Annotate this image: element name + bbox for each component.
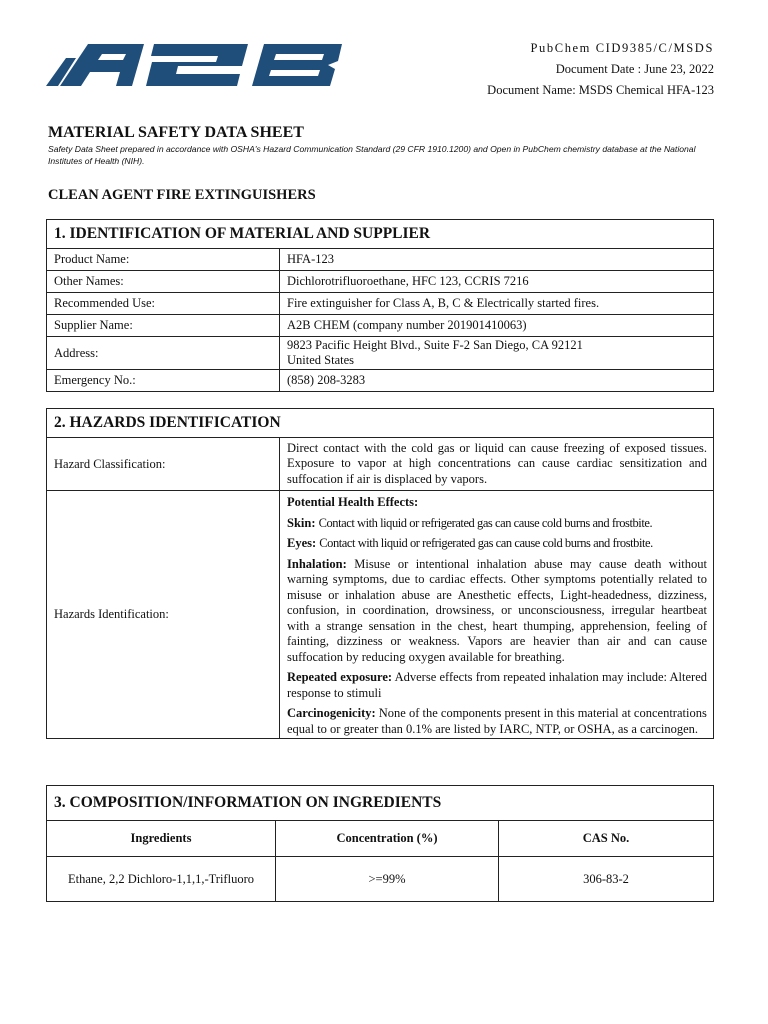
row-value: Dichlorotrifluoroethane, HFC 123, CCRIS 7216 [280,271,714,293]
category-heading: CLEAN AGENT FIRE EXTINGUISHERS [48,187,316,203]
skin-text: Contact with liquid or refrigerated gas can cause cold burns and frostbite. [318,515,653,530]
row-value: A2B CHEM (company number 201901410063) [280,315,714,337]
column-header-ingredients: Ingredients [47,821,276,857]
section-composition [46,785,714,902]
row-value: (858) 208-3283 [280,370,714,392]
section-heading: 1. IDENTIFICATION OF MATERIAL AND SUPPLIER [47,220,714,249]
section-heading: 3. COMPOSITION/INFORMATION ON INGREDIENTS [47,786,714,821]
a2b-logo [46,44,344,86]
row-label: Hazard Classification: [47,438,280,491]
address-line-2: United States [287,353,355,367]
ingredient-concentration: >=99% [276,857,499,902]
table-row [47,370,714,392]
skin-label: Skin: [287,515,316,530]
row-value: Direct contact with the cold gas or liquid can cause freezing of exposed tissues. Exposure to vapor at high concentrations can cause cardiac sensitization and suffocation if air is displaced by vapors. [280,438,714,491]
inhalation-text: Misuse or intentional inhalation abuse may cause death without warning symptoms, due to cardiac effects. Other symptoms potentially related to misuse or inhalation abuse are Anesthetic effects, Light-headedness, dizziness, confusion, in coordination, drowsiness, or unconsciousness, irregular heartbeat with a strange sensation in the chest, heart thumping, apprehension, feeling of fainting, dizziness or weakness. Vapors are heavier than air and can cause suffocation by reducing oxygen available for breathing. [287,556,708,664]
row-label: Other Names: [47,271,280,293]
page-title: MATERIAL SAFETY DATA SHEET [48,124,304,141]
table-row [47,315,714,337]
table-row [47,293,714,315]
row-value [280,491,714,739]
column-header-cas: CAS No. [499,821,714,857]
row-value [280,337,714,370]
section-heading: 2. HAZARDS IDENTIFICATION [47,409,714,438]
row-label: Hazards Identification: [47,491,280,739]
section-identification [46,219,714,392]
repeated-text: Adverse effects from repeated inhalation may include: Altered response to stimuli [287,670,707,700]
address-line-1: 9823 Pacific Height Blvd., Suite F-2 San Diego, CA 92121 [287,338,583,352]
table-row [47,438,714,491]
row-label: Supplier Name: [47,315,280,337]
document-date: Document Date : June 23, 2022 [555,62,714,76]
row-label: Emergency No.: [47,370,280,392]
document-name: Document Name: MSDS Chemical HFA-123 [487,83,714,97]
row-value: HFA-123 [280,249,714,271]
row-value: Fire extinguisher for Class A, B, C & Electrically started fires. [280,293,714,315]
inhalation-label: Inhalation: [287,556,347,571]
table-row [47,491,714,739]
carcinogenicity-label: Carcinogenicity: [287,706,376,720]
table-header-row [47,821,714,857]
column-header-concentration: Concentration (%) [276,821,499,857]
table-row [47,857,714,902]
table-row [47,249,714,271]
eyes-label: Eyes: [287,536,317,550]
carcinogenicity-text: None of the components present in this material at concentrations equal to or greater than 0.1% are listed by IARC, NTP, or OSHA, as a carcinogen. [287,706,707,736]
document-meta [487,38,714,101]
page-subtitle: Safety Data Sheet prepared in accordance with OSHA's Hazard Communication Standard (29 CFR 1910.1200) and Open in PubChem chemistry database at the National Institutes of Health (NIH). [48,144,696,166]
ingredient-cas: 306-83-2 [499,857,714,902]
eyes-text: Contact with liquid or refrigerated gas can cause cold burns and frostbite. [319,536,653,550]
row-label: Recommended Use: [47,293,280,315]
table-row [47,271,714,293]
row-label: Product Name: [47,249,280,271]
pubchem-id: PubChem CID9385/C/MSDS [530,41,714,55]
table-row [47,337,714,370]
row-label: Address: [47,337,280,370]
ingredient-name: Ethane, 2,2 Dichloro-1,1,1,-Trifluoro [47,857,276,902]
section-hazards [46,408,714,739]
repeated-label: Repeated exposure: [287,670,393,684]
potential-heading: Potential Health Effects: [287,495,419,509]
